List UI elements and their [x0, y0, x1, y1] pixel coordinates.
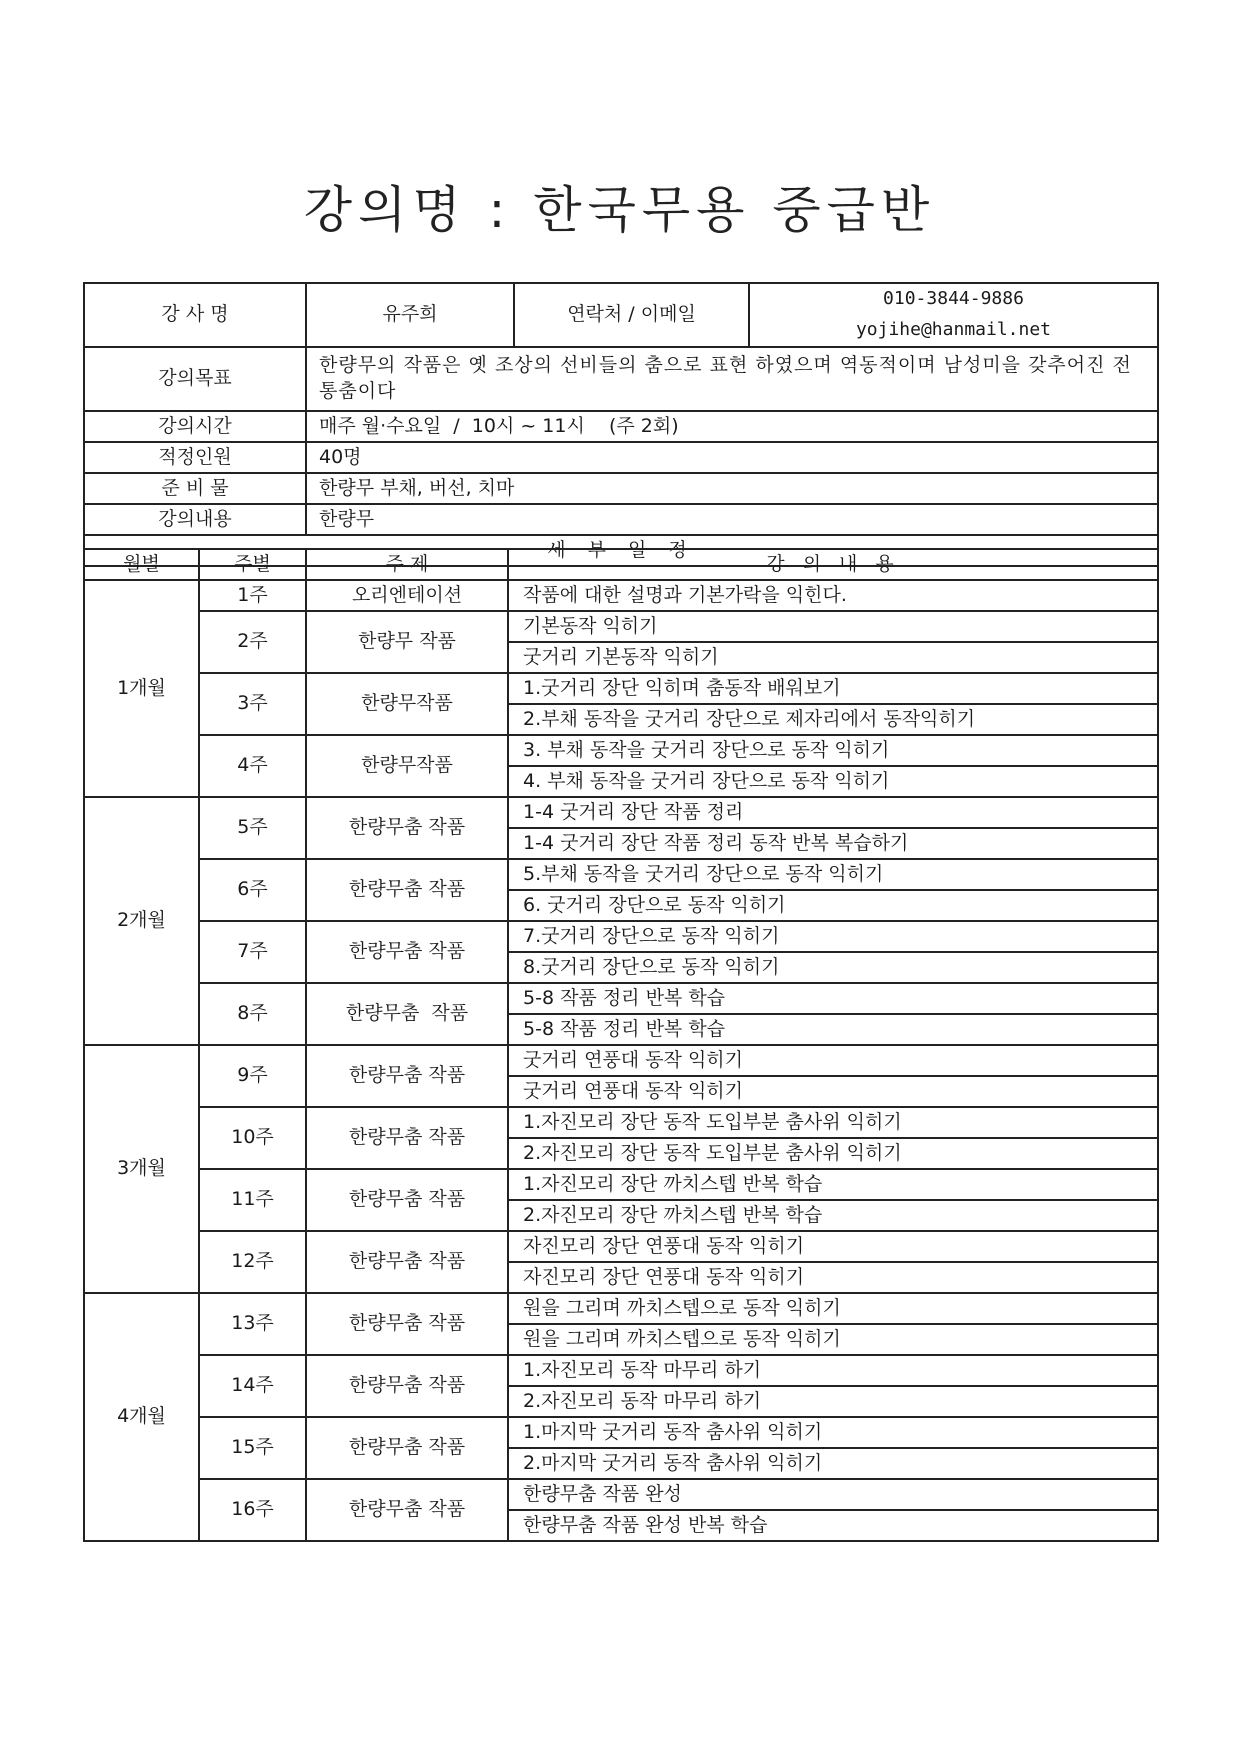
- topic-cell: 한량무춤 작품: [306, 1045, 508, 1107]
- header-topic: 주 제: [306, 549, 508, 580]
- capacity-label: 적정인원: [84, 442, 306, 473]
- week-cell: 1주: [199, 580, 306, 611]
- week-cell: 5주: [199, 797, 306, 859]
- schedule-row: [84, 797, 1158, 828]
- lecture-content-cell: 원을 그리며 까치스텝으로 동작 익히기: [508, 1324, 1158, 1355]
- contact-label: 연락처 / 이메일: [514, 283, 749, 347]
- lecture-content-cell: 굿거리 연풍대 동작 익히기: [508, 1076, 1158, 1107]
- topic-cell: 한량무춤 작품: [306, 1293, 508, 1355]
- topic-cell: 한량무춤 작품: [306, 1417, 508, 1479]
- schedule-row: [84, 1479, 1158, 1510]
- schedule-row: [84, 1355, 1158, 1386]
- header-content: 강 의 내 용: [508, 549, 1158, 580]
- goal-label: 강의목표: [84, 347, 306, 411]
- week-cell: 8주: [199, 983, 306, 1045]
- topic-cell: 한량무춤 작품: [306, 1169, 508, 1231]
- week-cell: 15주: [199, 1417, 306, 1479]
- week-cell: 6주: [199, 859, 306, 921]
- topic-cell: 한량무춤 작품: [306, 1355, 508, 1417]
- schedule-row: [84, 580, 1158, 611]
- time-text: 매주 월·수요일 / 10시 ~ 11시 (주 2회): [306, 411, 1158, 442]
- page-title: 강의명 : 한국무용 중급반: [303, 181, 936, 239]
- time-label: 강의시간: [84, 411, 306, 442]
- topic-cell: 한량무춤 작품: [306, 921, 508, 983]
- schedule-row: [84, 1293, 1158, 1324]
- lecture-content-cell: 2.부채 동작을 굿거리 장단으로 제자리에서 동작익히기: [508, 704, 1158, 735]
- lecture-content-cell: 자진모리 장단 연풍대 동작 익히기: [508, 1231, 1158, 1262]
- topic-cell: 한량무춤 작품: [306, 797, 508, 859]
- lecture-content-cell: 5-8 작품 정리 반복 학습: [508, 1014, 1158, 1045]
- week-cell: 11주: [199, 1169, 306, 1231]
- contact-cell: [749, 283, 1158, 347]
- schedule-row: [84, 1045, 1158, 1076]
- lecture-content-cell: 1.자진모리 장단 동작 도입부분 춤사위 익히기: [508, 1107, 1158, 1138]
- schedule-header-row: [84, 549, 1158, 580]
- topic-cell: 한량무춤 작품: [306, 1107, 508, 1169]
- phone-number: 010-3844-9886: [883, 288, 1024, 310]
- lecture-content-cell: 한량무춤 작품 완성: [508, 1479, 1158, 1510]
- materials-label: 준 비 물: [84, 473, 306, 504]
- content-label: 강의내용: [84, 504, 306, 535]
- schedule-row: [84, 1107, 1158, 1138]
- lecture-content-cell: 1-4 굿거리 장단 작품 정리: [508, 797, 1158, 828]
- lecture-content-cell: 6. 굿거리 장단으로 동작 익히기: [508, 890, 1158, 921]
- schedule-row: [84, 1417, 1158, 1448]
- topic-cell: 한량무춤 작품: [306, 1231, 508, 1293]
- schedule-title: 세 부 일 정: [84, 535, 1158, 566]
- topic-cell: 한량무춤 작품: [306, 983, 508, 1045]
- month-cell: 1개월: [84, 580, 199, 797]
- instructor-label: 강 사 명: [84, 283, 306, 347]
- lecture-content-cell: 8.굿거리 장단으로 동작 익히기: [508, 952, 1158, 983]
- topic-cell: 오리엔테이션: [306, 580, 508, 611]
- week-cell: 16주: [199, 1479, 306, 1541]
- course-info-table: [83, 282, 1159, 567]
- materials-text: 한량무 부채, 버선, 치마: [306, 473, 1158, 504]
- lecture-content-cell: 1.자진모리 장단 까치스텝 반복 학습: [508, 1169, 1158, 1200]
- schedule-row: [84, 1169, 1158, 1200]
- schedule-row: [84, 611, 1158, 642]
- schedule-row: [84, 983, 1158, 1014]
- email-address: yojihe@hanmail.net: [855, 319, 1052, 340]
- lecture-content-cell: 2.자진모리 동작 마무리 하기: [508, 1386, 1158, 1417]
- week-cell: 13주: [199, 1293, 306, 1355]
- week-cell: 9주: [199, 1045, 306, 1107]
- month-cell: 4개월: [84, 1293, 199, 1541]
- schedule-row: [84, 735, 1158, 766]
- content-text: 한량무: [306, 504, 1158, 535]
- lecture-content-cell: 원을 그리며 까치스텝으로 동작 익히기: [508, 1293, 1158, 1324]
- month-cell: 2개월: [84, 797, 199, 1045]
- topic-cell: 한량무작품: [306, 735, 508, 797]
- lecture-content-cell: 작품에 대한 설명과 기본가락을 익힌다.: [508, 580, 1158, 611]
- lecture-content-cell: 2.마지막 굿거리 동작 춤사위 익히기: [508, 1448, 1158, 1479]
- week-cell: 3주: [199, 673, 306, 735]
- schedule-row: [84, 1231, 1158, 1262]
- lecture-content-cell: 5.부채 동작을 굿거리 장단으로 동작 익히기: [508, 859, 1158, 890]
- week-cell: 4주: [199, 735, 306, 797]
- schedule-row: [84, 921, 1158, 952]
- lecture-content-cell: 굿거리 연풍대 동작 익히기: [508, 1045, 1158, 1076]
- topic-cell: 한량무춤 작품: [306, 1479, 508, 1541]
- instructor-name: 유주희: [306, 283, 514, 347]
- topic-cell: 한량무작품: [306, 673, 508, 735]
- week-cell: 7주: [199, 921, 306, 983]
- lecture-content-cell: 2.자진모리 장단 까치스텝 반복 학습: [508, 1200, 1158, 1231]
- topic-cell: 한량무 작품: [306, 611, 508, 673]
- lecture-content-cell: 굿거리 기본동작 익히기: [508, 642, 1158, 673]
- week-cell: 12주: [199, 1231, 306, 1293]
- week-cell: 14주: [199, 1355, 306, 1417]
- lecture-content-cell: 1.굿거리 장단 익히며 춤동작 배워보기: [508, 673, 1158, 704]
- topic-cell: 한량무춤 작품: [306, 859, 508, 921]
- schedule-row: [84, 673, 1158, 704]
- lecture-content-cell: 5-8 작품 정리 반복 학습: [508, 983, 1158, 1014]
- lecture-content-cell: 자진모리 장단 연풍대 동작 익히기: [508, 1262, 1158, 1293]
- lecture-content-cell: 1-4 굿거리 장단 작품 정리 동작 반복 복습하기: [508, 828, 1158, 859]
- capacity-text: 40명: [306, 442, 1158, 473]
- lecture-content-cell: 기본동작 익히기: [508, 611, 1158, 642]
- lecture-content-cell: 2.자진모리 장단 동작 도입부분 춤사위 익히기: [508, 1138, 1158, 1169]
- schedule-table: [83, 548, 1159, 1542]
- schedule-row: [84, 859, 1158, 890]
- week-cell: 2주: [199, 611, 306, 673]
- week-cell: 10주: [199, 1107, 306, 1169]
- month-cell: 3개월: [84, 1045, 199, 1293]
- header-week: 주별: [199, 549, 306, 580]
- lecture-content-cell: 1.자진모리 동작 마무리 하기: [508, 1355, 1158, 1386]
- lecture-content-cell: 1.마지막 굿거리 동작 춤사위 익히기: [508, 1417, 1158, 1448]
- header-month: 월별: [84, 549, 199, 580]
- lecture-content-cell: 3. 부채 동작을 굿거리 장단으로 동작 익히기: [508, 735, 1158, 766]
- lecture-content-cell: 한량무춤 작품 완성 반복 학습: [508, 1510, 1158, 1541]
- goal-text: 한량무의 작품은 옛 조상의 선비들의 춤으로 표현 하였으며 역동적이며 남성미을 갖추어진 전통춤이다: [306, 347, 1158, 411]
- lecture-content-cell: 4. 부채 동작을 굿거리 장단으로 동작 익히기: [508, 766, 1158, 797]
- lecture-content-cell: 7.굿거리 장단으로 동작 익히기: [508, 921, 1158, 952]
